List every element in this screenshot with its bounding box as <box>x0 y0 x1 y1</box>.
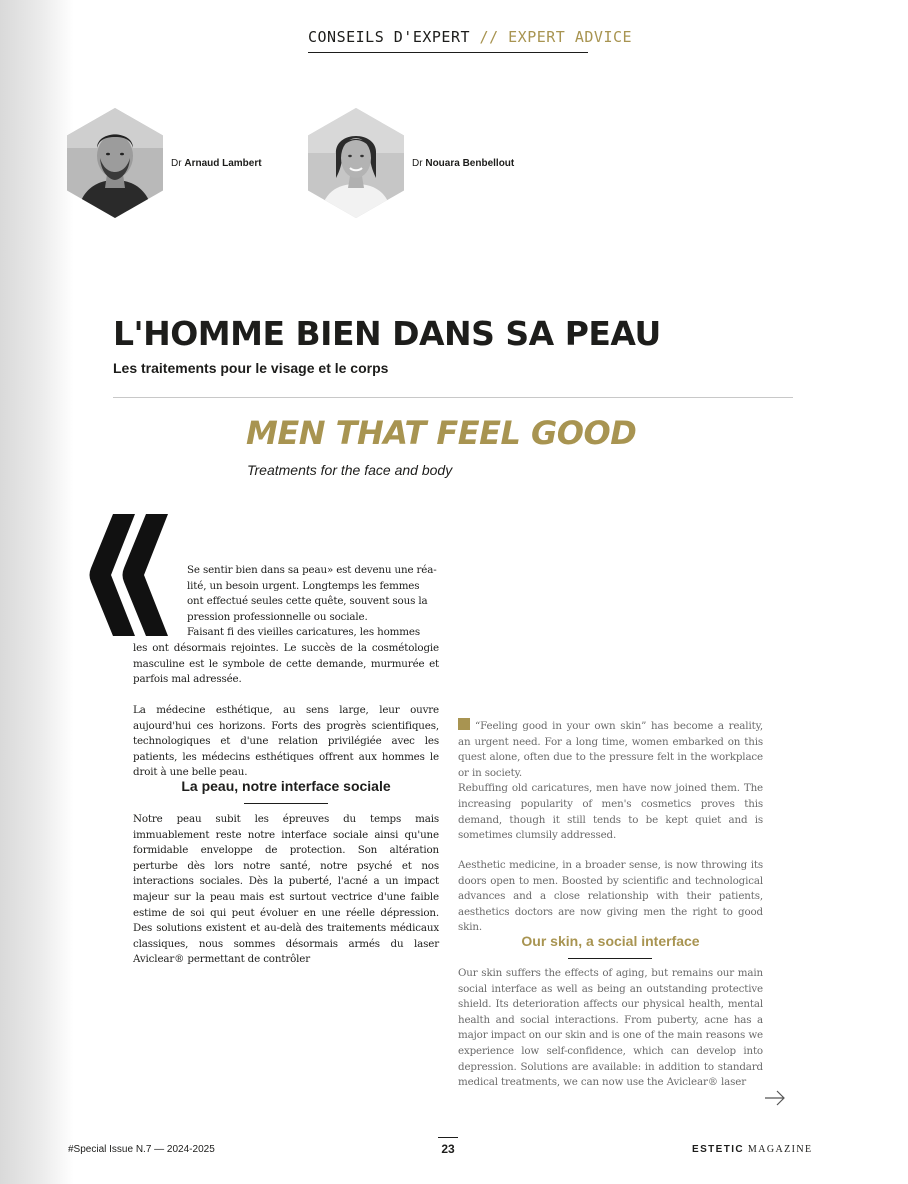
article-title-en: MEN THAT FEEL GOOD <box>246 414 637 452</box>
author-name-2 <box>412 158 514 169</box>
author-name-text: Arnaud Lambert <box>184 158 262 169</box>
author-portrait-male <box>67 108 163 218</box>
gold-square-marker <box>458 718 470 730</box>
fr-paragraph-3: Notre peau subit les épreuves du temps mais immuablement reste notre interface sociale ainsi qu'une formidable enveloppe de protection. Son altération perturbe dès lors notre santé, notre psyché et nos interactions sociales. Dès la puberté, l'acné a un impact majeur sur la peau mais est surtout vectrice d'une faible estime de soi qui peut évoluer en une réelle dépression. Des solutions existent et au-delà des traitements médicaux classiques, nous sommes désormais armés du laser Aviclear® permettant de contrôler <box>133 813 439 966</box>
fr-intro-lines <box>187 563 439 641</box>
section-label-rule <box>308 52 588 53</box>
section-label-fr: CONSEILS D'EXPERT <box>308 28 471 46</box>
author-name-1 <box>171 158 262 169</box>
brand-bold: ESTETIC <box>692 1144 745 1155</box>
en-subheading-rule <box>568 958 652 959</box>
article-title-fr: L'HOMME BIEN DANS SA PEAU <box>113 314 661 353</box>
title-divider <box>113 397 793 398</box>
author-photo-arnaud-lambert <box>67 108 163 218</box>
brand-light: MAGAZINE <box>744 1144 813 1155</box>
section-label <box>308 28 633 46</box>
author-prefix: Dr <box>171 158 182 169</box>
fr-intro-line: pression professionnelle ou sociale. <box>187 610 368 623</box>
guillemet-quote-icon <box>88 512 170 638</box>
section-label-en: EXPERT ADVICE <box>498 28 633 46</box>
fr-paragraph-2: La médecine esthétique, au sens large, leur ouvre aujourd'hui ces horizons. Forts des progrès scientifiques, technologiques et d'une relation privilégiée avec les patients, les médecins esthétiques offrent aux hommes le droit à une belle peau. <box>133 704 439 779</box>
author-card <box>308 108 515 218</box>
en-subheading: Our skin, a social interface <box>521 933 700 949</box>
footer-issue: #Special Issue N.7 — 2024-2025 <box>68 1144 215 1155</box>
en-paragraph-1-text: “Feeling good in your own skin” has become a reality, an urgent need. For a long time, women embarked on this quest alone, often due to the pressure felt in the workplace or in society. <box>458 720 763 779</box>
page-number-rule <box>438 1137 458 1138</box>
author-name-text: Nouara Benbellout <box>425 158 515 169</box>
footer-brand <box>692 1144 812 1155</box>
en-paragraph-3: Aesthetic medicine, in a broader sense, is now throwing its doors open to men. Boosted by scientific and technological advances and a close relationship with their patients, aesthetics doctors are now giving men the right to good skin. <box>458 859 763 934</box>
fr-intro-line: lité, un besoin urgent. Longtemps les femmes <box>187 579 420 592</box>
author-portrait-female <box>308 108 404 218</box>
fr-subheading: La peau, notre interface sociale <box>181 778 391 794</box>
fr-paragraph-1: les ont désormais rejointes. Le succès de la cosmétologie masculine est le symbole de cette demande, murmurée et parfois mal adressée. <box>133 642 439 686</box>
page-number: 23 <box>441 1142 455 1156</box>
author-photo-nouara-benbellout <box>308 108 404 218</box>
section-label-separator: // <box>470 28 499 46</box>
author-card <box>67 108 262 218</box>
page-gutter-shadow <box>0 0 74 1184</box>
fr-intro-line: Se sentir bien dans sa peau» est devenu une réa- <box>187 564 437 576</box>
en-paragraph-2: Rebuffing old caricatures, men have now joined them. The increasing popularity of men's cosmetics proves this demand, though it still tends to be kept quiet and is sometimes clumsily addressed. <box>458 782 763 842</box>
arrow-right-icon[interactable] <box>764 1089 786 1107</box>
fr-intro-line: ont effectué seules cette quête, souvent sous la <box>187 595 428 608</box>
fr-subheading-rule <box>244 803 328 804</box>
en-paragraph-1 <box>458 718 763 844</box>
author-prefix: Dr <box>412 158 423 169</box>
fr-intro-line: Faisant fi des vieilles caricatures, les hommes <box>187 626 420 639</box>
article-subtitle-fr: Les traitements pour le visage et le corps <box>113 360 389 376</box>
en-paragraph-4: Our skin suffers the effects of aging, but remains our main social interface as well as being an outstanding protective shield. Its deterioration affects our physical health, mental health and social interactions. From puberty, acne has a major impact on our skin and is one of the main reasons we experience low self-confidence, which can develop into depression. Solutions are available: in addition to standard medical treatments, we can now use the Aviclear® laser <box>458 967 763 1089</box>
article-subtitle-en: Treatments for the face and body <box>247 462 453 478</box>
